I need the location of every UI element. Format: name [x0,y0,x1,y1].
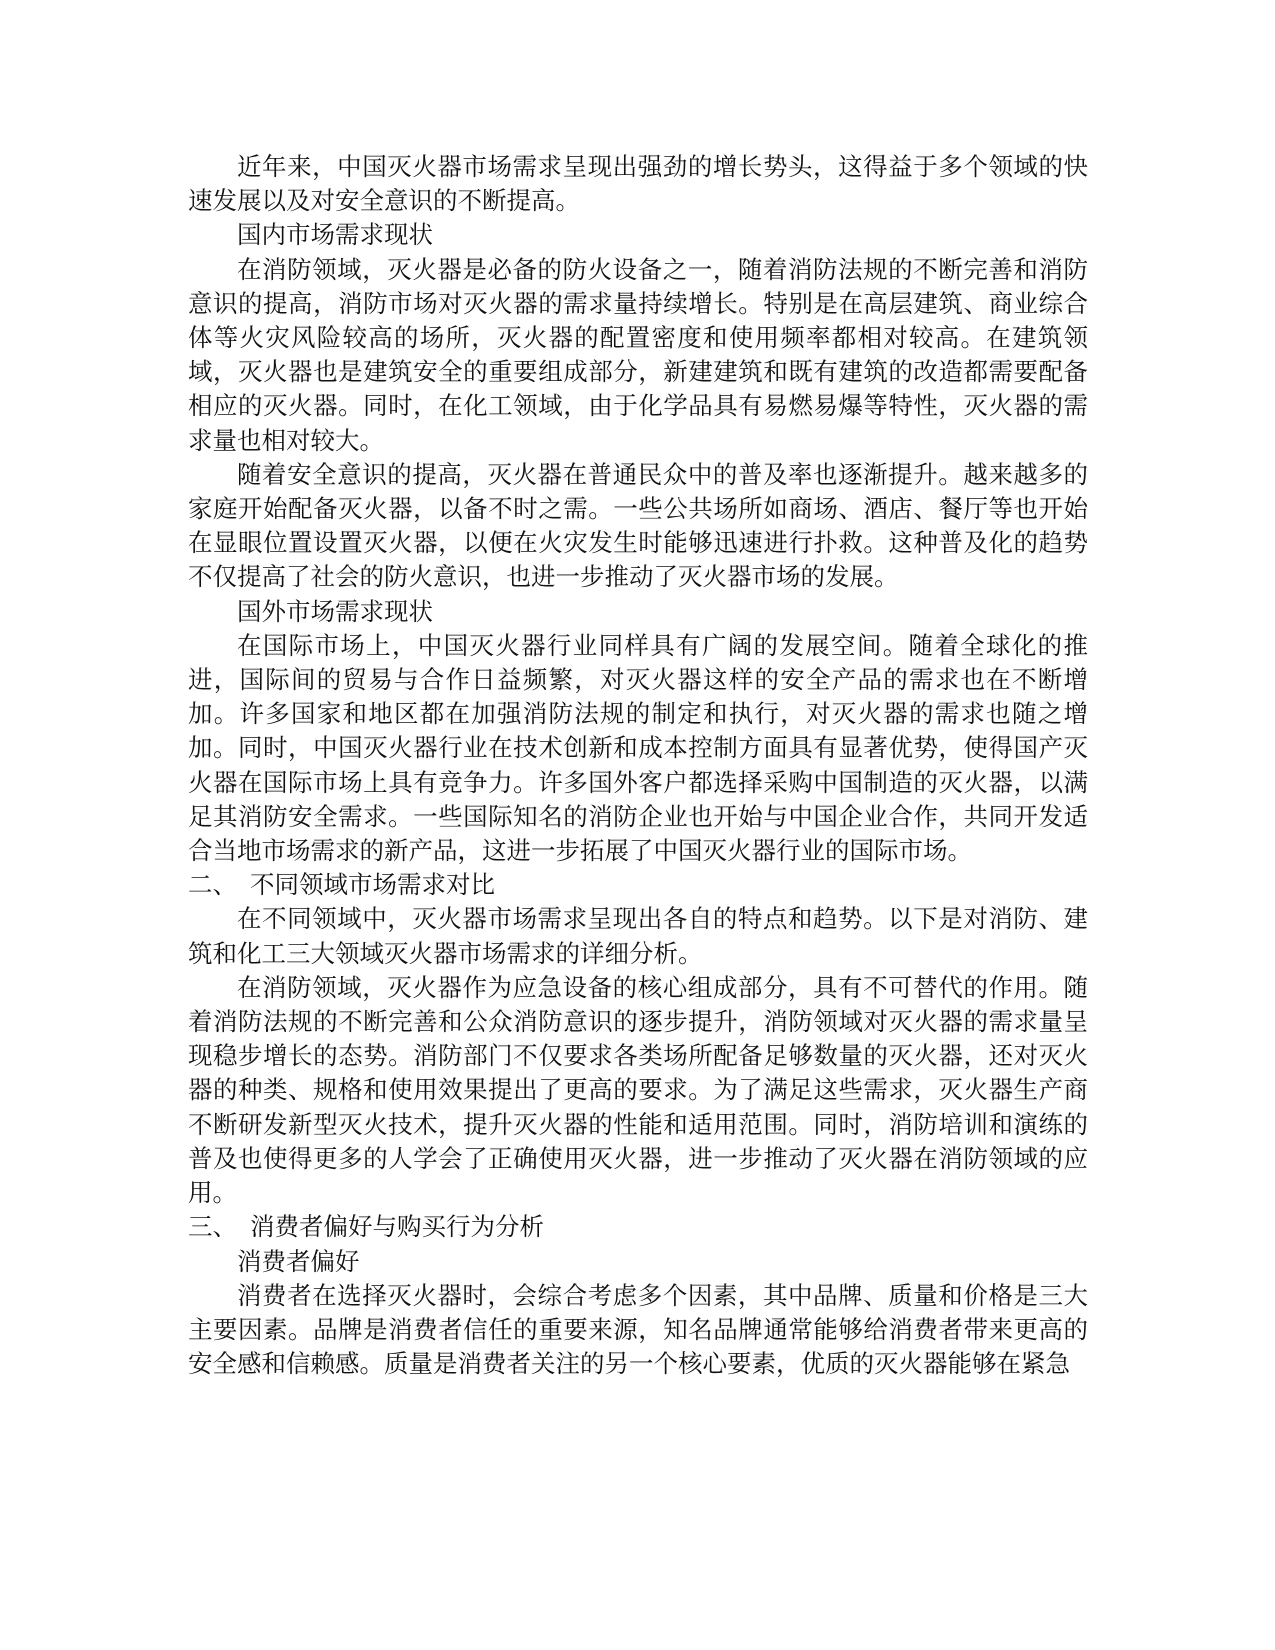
section-2-paragraph-1: 在不同领域中，灭火器市场需求呈现出各自的特点和趋势。以下是对消防、建筑和化工三大领域灭火器市场需求的详细分析。 [188,904,1088,968]
section-3-subheading: 消费者偏好 [237,1246,360,1276]
domestic-heading: 国内市场需求现状 [237,220,433,250]
section-2-title: 不同领域市场需求对比 [250,870,495,900]
domestic-paragraph-1: 在消防领域，灭火器是必备的防火设备之一，随着消防法规的不断完善和消防意识的提高，消防市场对灭火器的需求量持续增长。特别是在高层建筑、商业综合体等火灾风险较高的场所，灭火器的配置密度和使用频率都相对较高。在建筑领域，灭火器也是建筑安全的重要组成部分，新建建筑和既有建筑的改造都需要配备相应的灭火器。同时，在化工领域，由于化学品具有易燃易爆等特性，灭火器的需求量也相对较大。 [188,254,1088,455]
foreign-heading: 国外市场需求现状 [237,596,433,626]
section-2-paragraph-2: 在消防领域，灭火器作为应急设备的核心组成部分，具有不可替代的作用。随着消防法规的不断完善和公众消防意识的逐步提升，消防领域对灭火器的需求量呈现稳步增长的态势。消防部门不仅要求各类场所配备足够数量的灭火器，还对灭火器的种类、规格和使用效果提出了更高的要求。为了满足这些需求，灭火器生产商不断研发新型灭火技术，提升灭火器的性能和适用范围。同时，消防培训和演练的普及也使得更多的人学会了正确使用灭火器，进一步推动了灭火器在消防领域的应用。 [188,972,1088,1208]
section-3-heading [188,1210,1088,1244]
section-3-paragraph-1: 消费者在选择灭火器时，会综合考虑多个因素，其中品牌、质量和价格是三大主要因素。品牌是消费者信任的重要来源，知名品牌通常能够给消费者带来更高的安全感和信赖感。质量是消费者关注的另一个核心要素，优质的灭火器能够在紧急 [188,1280,1088,1379]
section-3-number: 三、 [188,1212,237,1242]
section-3-title: 消费者偏好与购买行为分析 [250,1212,544,1242]
document-body [188,150,1088,1381]
domestic-paragraph-2: 随着安全意识的提高，灭火器在普通民众中的普及率也逐渐提升。越来越多的家庭开始配备灭火器，以备不时之需。一些公共场所如商场、酒店、餐厅等也开始在显眼位置设置灭火器，以便在火灾发生时能够迅速进行扑救。这种普及化的趋势不仅提高了社会的防火意识，也进一步推动了灭火器市场的发展。 [188,459,1088,592]
intro-paragraph: 近年来，中国灭火器市场需求呈现出强劲的增长势头，这得益于多个领域的快速发展以及对安全意识的不断提高。 [188,152,1088,216]
section-2-number: 二、 [188,870,237,900]
section-2-heading [188,868,1088,902]
foreign-paragraph-1: 在国际市场上，中国灭火器行业同样具有广阔的发展空间。随着全球化的推进，国际间的贸易与合作日益频繁，对灭火器这样的安全产品的需求也在不断增加。许多国家和地区都在加强消防法规的制定和执行，对灭火器的需求也随之增加。同时，中国灭火器行业在技术创新和成本控制方面具有显著优势，使得国产灭火器在国际市场上具有竞争力。许多国外客户都选择采购中国制造的灭火器，以满足其消防安全需求。一些国际知名的消防企业也开始与中国企业合作，共同开发适合当地市场需求的新产品，这进一步拓展了中国灭火器行业的国际市场。 [188,630,1088,866]
